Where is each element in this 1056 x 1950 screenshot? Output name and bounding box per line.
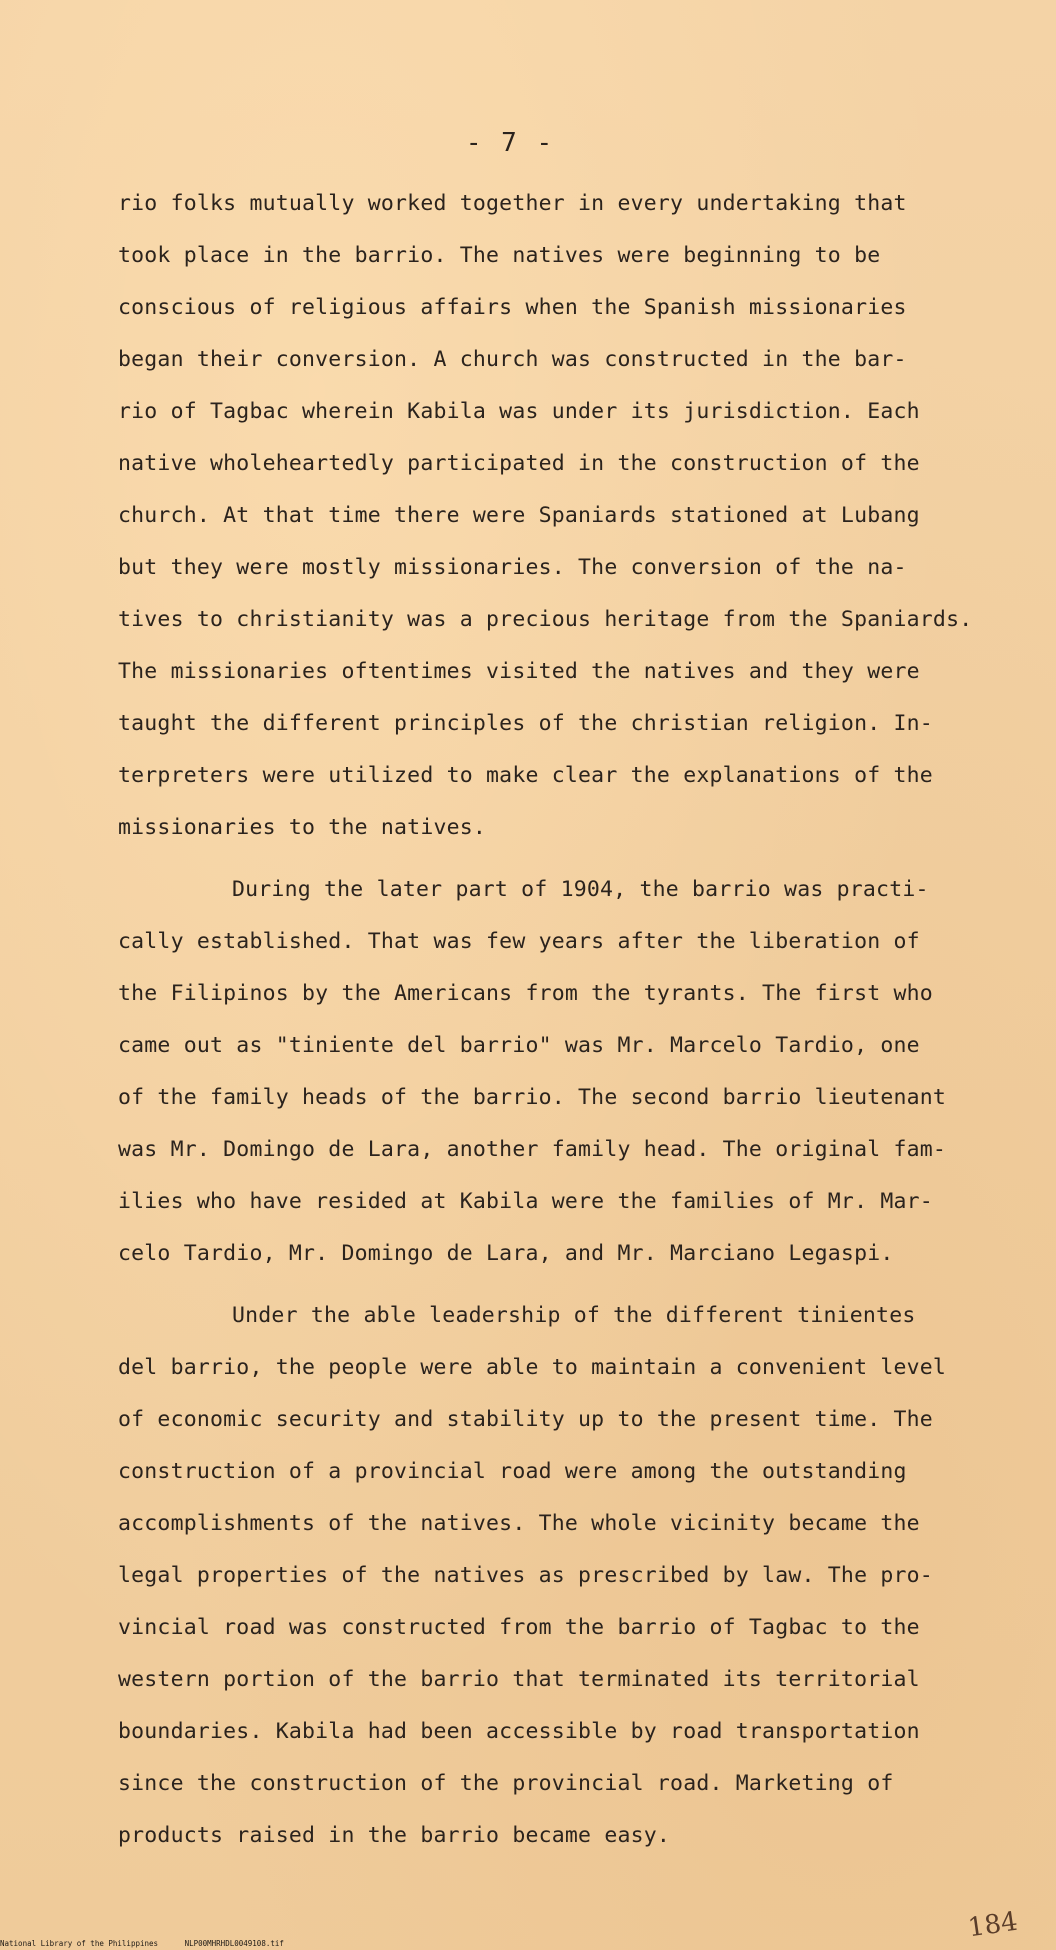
text-line: began their conversion. A church was constructed in the bar-	[118, 347, 907, 372]
text-line: terpreters were utilized to make clear the explanations of the	[118, 763, 933, 788]
text-line: accomplishments of the natives. The whole vicinity became the	[118, 1511, 920, 1536]
text-line: products raised in the barrio became easy.	[118, 1823, 671, 1848]
paragraph-start-line: During the later part of 1904, the barrio was practi-	[232, 877, 929, 902]
text-line: del barrio, the people were able to maintain a convenient level	[118, 1355, 947, 1380]
text-line: took place in the barrio. The natives were beginning to be	[118, 243, 881, 268]
text-line: but they were mostly missionaries. The conversion of the na-	[118, 555, 907, 580]
text-line: native wholeheartedly participated in the construction of the	[118, 451, 920, 476]
handwritten-folio-number: 184	[966, 1906, 1020, 1944]
text-line: legal properties of the natives as prescribed by law. The pro-	[118, 1563, 933, 1588]
body-text	[118, 178, 973, 1862]
text-line: since the construction of the provincial road. Marketing of	[118, 1771, 894, 1796]
text-line: vincial road was constructed from the barrio of Tagbac to the	[118, 1615, 920, 1640]
text-line: conscious of religious affairs when the Spanish missionaries	[118, 295, 907, 320]
text-line: of economic security and stability up to the present time. The	[118, 1407, 933, 1432]
library-credit: National Library of the Philippines	[0, 1939, 159, 1948]
text-line: celo Tardio, Mr. Domingo de Lara, and Mr. Marciano Legaspi.	[118, 1241, 894, 1266]
text-line: ilies who have resided at Kabila were the families of Mr. Mar-	[118, 1189, 933, 1214]
page-number: - 7 -	[465, 128, 555, 158]
text-line: was Mr. Domingo de Lara, another family head. The original fam-	[118, 1137, 947, 1162]
text-line: came out as "tiniente del barrio" was Mr. Marcelo Tardio, one	[118, 1033, 920, 1058]
text-line: rio folks mutually worked together in every undertaking that	[118, 191, 907, 216]
text-line: western portion of the barrio that terminated its territorial	[118, 1667, 920, 1692]
paragraph-start-line: Under the able leadership of the different tinientes	[232, 1303, 916, 1328]
text-line: cally established. That was few years after the liberation of	[118, 929, 920, 954]
text-line: construction of a provincial road were among the outstanding	[118, 1459, 907, 1484]
file-name: NLP00MHRHDL0049108.tif	[184, 1939, 284, 1948]
text-line: the Filipinos by the Americans from the tyrants. The first who	[118, 981, 933, 1006]
text-line: missionaries to the natives.	[118, 815, 487, 840]
text-line: tives to christianity was a precious heritage from the Spaniards.	[118, 607, 973, 632]
scan-footer	[0, 1939, 306, 1948]
text-line: of the family heads of the barrio. The second barrio lieutenant	[118, 1085, 947, 1110]
text-line: rio of Tagbac wherein Kabila was under its jurisdiction. Each	[118, 399, 920, 424]
text-line: church. At that time there were Spaniards stationed at Lubang	[118, 503, 920, 528]
text-line: boundaries. Kabila had been accessible by road transportation	[118, 1719, 920, 1744]
text-line: taught the different principles of the christian religion. In-	[118, 711, 933, 736]
text-line: The missionaries oftentimes visited the natives and they were	[118, 659, 920, 684]
